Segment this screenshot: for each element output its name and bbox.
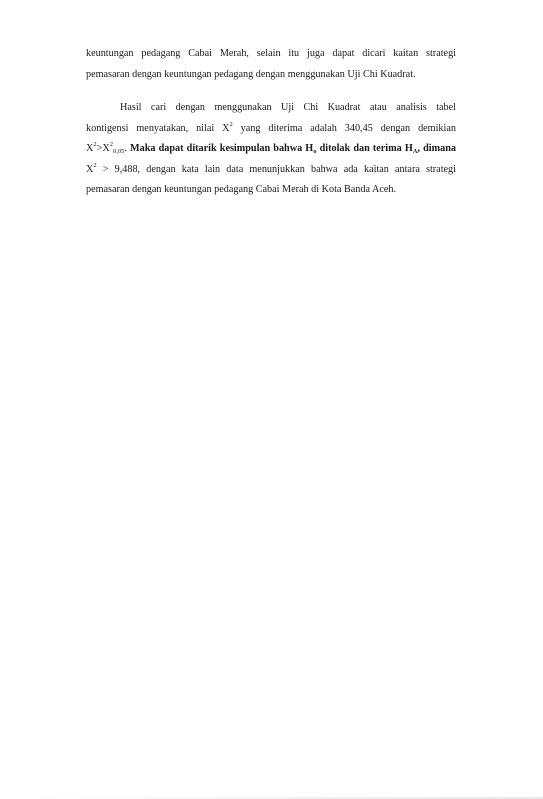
paragraph-2-line-5: pemasaran dengan keuntungan pedagang Cabai Merah di Kota Banda Aceh. — [86, 184, 397, 195]
subscript-h0: o — [313, 148, 317, 155]
superscript: 2 — [93, 161, 97, 169]
paragraph-2-line-1: Hasil cari dengan menggunakan Uji Chi Kuadrat atau analisis tabel — [120, 102, 456, 113]
subscript-ha: A — [412, 148, 418, 155]
subscript-alpha: 0,05 — [112, 148, 125, 155]
greater-than-table: >X — [96, 143, 110, 154]
line-4-text: > 9,488, dengan kata lain data menunjukkan bahwa ada kaitan antara strategi — [96, 163, 456, 175]
superscript: 2 — [93, 141, 97, 148]
superscript: 2 — [229, 120, 233, 128]
paragraph-1-line-2: pemasaran dengan keuntungan pedagang dengan menggunakan Uji Chi Kuadrat. — [86, 68, 416, 80]
line-2-text-a: kontigensi menyatakan, nilai X — [86, 122, 230, 134]
conclusion-text-b: ditolak dan terima H — [316, 143, 413, 154]
paragraph-1-line-1: keuntungan pedagang Cabai Merah, selain itu juga dapat dicari kaitan strategi — [86, 48, 456, 59]
superscript: 2 — [109, 141, 113, 148]
conclusion-text-c: , dimana — [417, 143, 456, 154]
period: . — [124, 143, 127, 154]
paragraph-2-line-2 — [86, 119, 456, 140]
chi-square-symbol: X — [86, 143, 94, 154]
conclusion-bold-text — [127, 143, 456, 154]
paragraph-gap — [86, 85, 456, 98]
chi-square-symbol: X — [86, 163, 94, 175]
line-2-text-b: yang diterima adalah 340,45 dengan demikian — [232, 122, 456, 134]
conclusion-text-a: Maka dapat ditarik kesimpulan bahwa H — [126, 143, 314, 154]
body-text — [86, 44, 456, 201]
paragraph-2-line-3 — [86, 139, 456, 160]
paragraph-2-line-4 — [86, 160, 456, 181]
